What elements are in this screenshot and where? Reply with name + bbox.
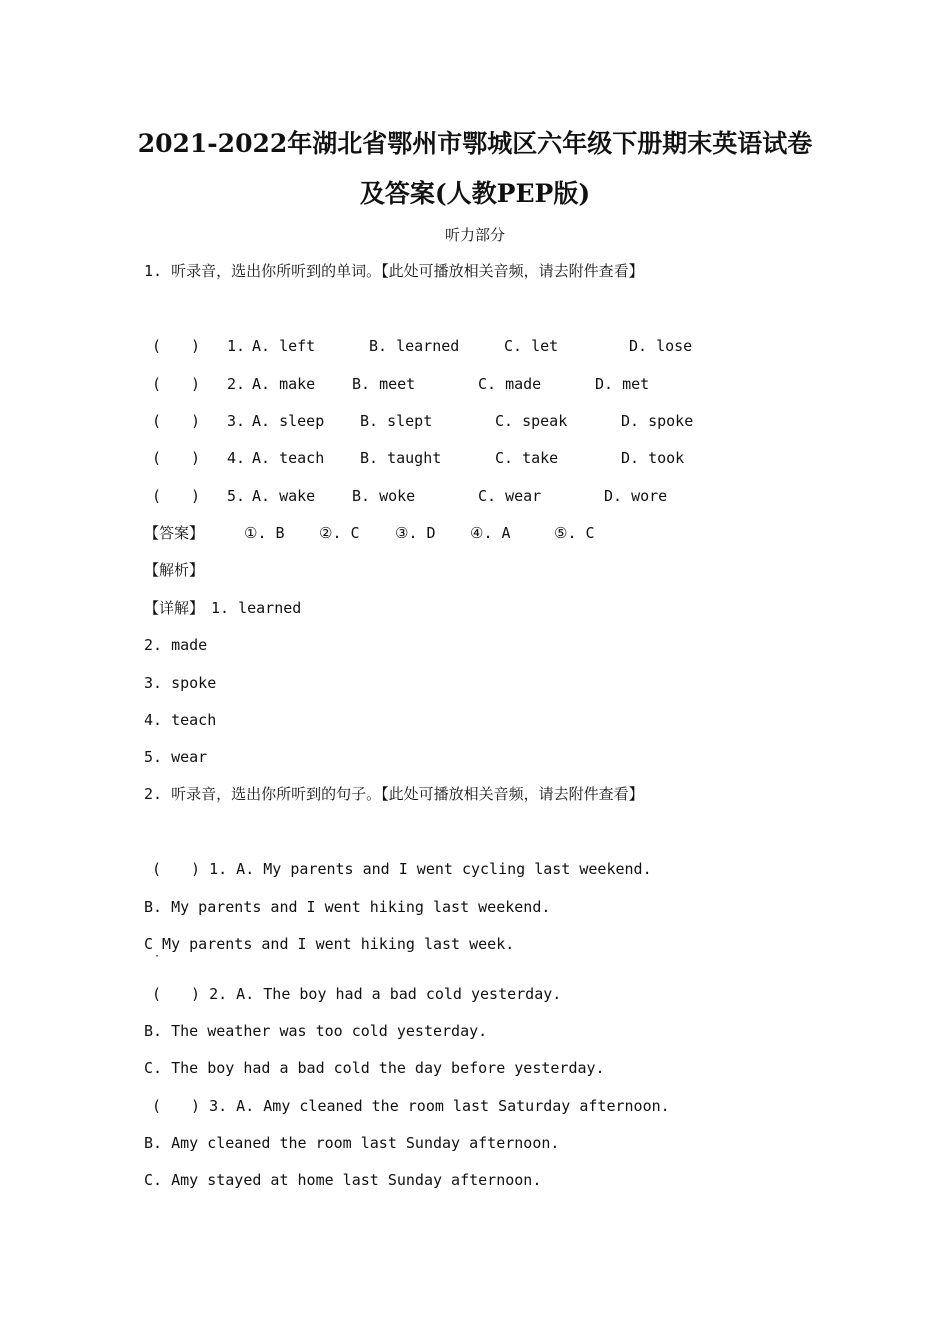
item-number: 2. — [227, 375, 246, 393]
option-d: D. met — [595, 375, 650, 393]
item-number: 5. — [227, 487, 246, 505]
option-d: D. spoke — [621, 412, 694, 430]
q2-sentence-line: C. Amy stayed at home last Sunday afternoon. — [144, 1171, 542, 1189]
option-c: C. take — [495, 449, 559, 467]
option-b: B. slept — [360, 412, 433, 430]
q2-sentence-line: B. Amy cleaned the room last Sunday afternoon. — [144, 1134, 560, 1152]
item-number: 3. — [227, 412, 246, 430]
item-number: 4. — [227, 449, 246, 467]
answer-blank: ( ) — [152, 412, 201, 430]
option-c: C. wear — [478, 487, 542, 505]
option-b: B. learned — [369, 337, 460, 355]
detail-item: 5. wear — [144, 748, 208, 766]
answer-2: ②. C — [319, 524, 360, 542]
answer-blank: ( ) — [152, 487, 201, 505]
answer-4: ④. A — [470, 524, 511, 542]
answer-1: ①. B — [244, 524, 285, 542]
question-2-prompt: 2. 听录音，选出你所听到的句子。【此处可播放相关音频，请去附件查看】 — [144, 785, 644, 803]
q2-sentence-line: ( ) 1. A. My parents and I went cycling last weekend. — [152, 860, 652, 878]
answer-3: ③. D — [395, 524, 436, 542]
document-title-line-2: 及答案(人教PEP版) — [359, 179, 591, 208]
option-c: C. made — [478, 375, 542, 393]
document-title-line-1: 2021-2022年湖北省鄂州市鄂城区六年级下册期末英语试卷 — [137, 129, 813, 158]
answer-blank: ( ) — [152, 449, 201, 467]
option-b: B. woke — [352, 487, 416, 505]
item-number: 1. — [227, 337, 246, 355]
detail-item: 2. made — [144, 636, 208, 654]
stray-dot: · — [154, 951, 161, 962]
option-a: A. left — [252, 337, 316, 355]
option-b: B. taught — [360, 449, 442, 467]
option-d: D. took — [621, 449, 685, 467]
detail-item: 1. learned — [211, 599, 302, 617]
detail-label: 【详解】 — [144, 599, 205, 617]
q2-sentence-line: ( ) 2. A. The boy had a bad cold yesterday. — [152, 985, 562, 1003]
option-b: B. meet — [352, 375, 416, 393]
q2-sentence-line: ( ) 3. A. Amy cleaned the room last Saturday afternoon. — [152, 1097, 670, 1115]
analysis-label: 【解析】 — [144, 561, 205, 579]
answer-blank: ( ) — [152, 337, 201, 355]
detail-item: 3. spoke — [144, 674, 217, 692]
option-c: C. let — [504, 337, 559, 355]
detail-item: 4. teach — [144, 711, 217, 729]
question-1-prompt: 1. 听录音，选出你所听到的单词。【此处可播放相关音频，请去附件查看】 — [144, 262, 644, 280]
answer-label: 【答案】 — [144, 524, 205, 542]
option-d: D. wore — [604, 487, 668, 505]
q2-sentence-line: C My parents and I went hiking last week. — [144, 935, 515, 953]
q2-sentence-line: B. My parents and I went hiking last weekend. — [144, 898, 551, 916]
option-a: A. sleep — [252, 412, 325, 430]
answer-5: ⑤. C — [554, 524, 595, 542]
option-a: A. wake — [252, 487, 316, 505]
answer-blank: ( ) — [152, 375, 201, 393]
q2-sentence-line: B. The weather was too cold yesterday. — [144, 1022, 488, 1040]
q2-sentence-line: C. The boy had a bad cold the day before yesterday. — [144, 1059, 605, 1077]
option-a: A. make — [252, 375, 316, 393]
option-a: A. teach — [252, 449, 325, 467]
option-c: C. speak — [495, 412, 568, 430]
section-heading: 听力部分 — [444, 226, 505, 244]
option-d: D. lose — [629, 337, 693, 355]
